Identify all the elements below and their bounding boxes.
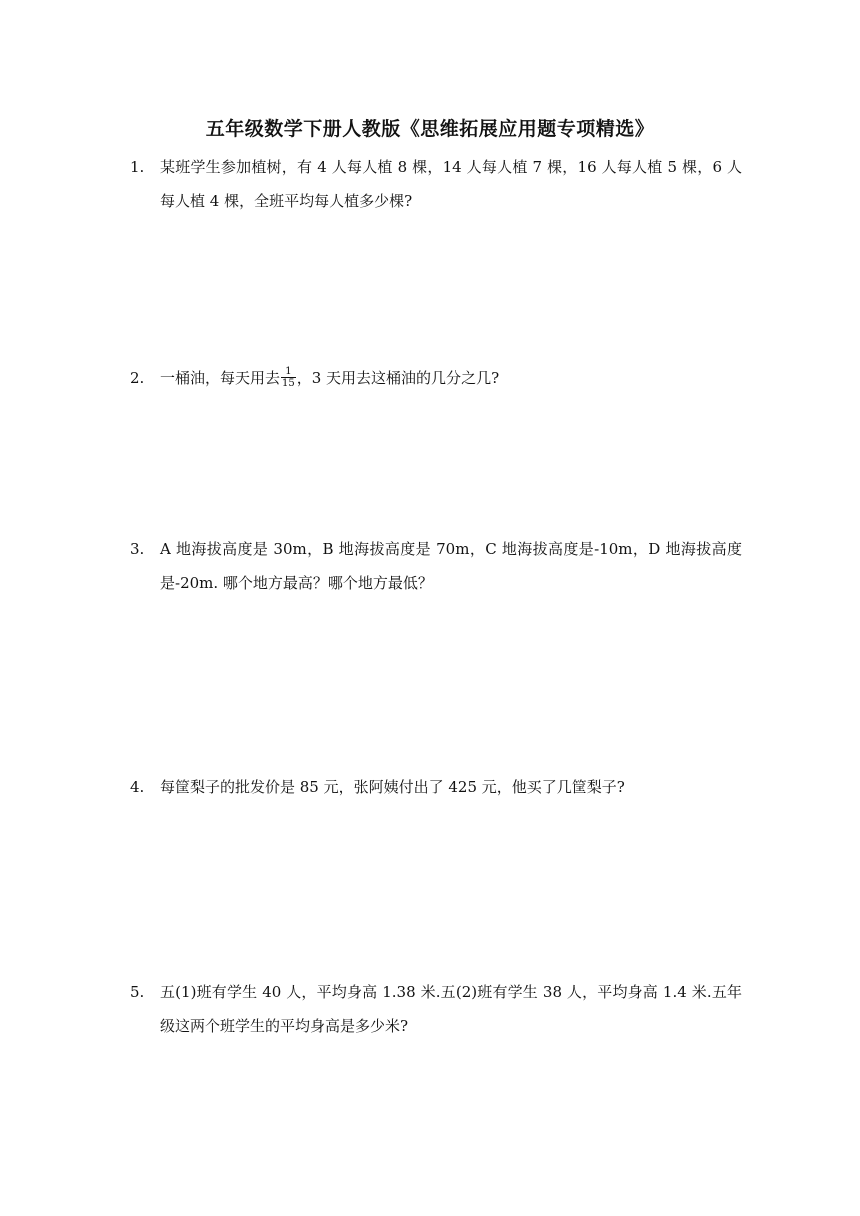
question-3 (130, 532, 742, 600)
question-number: 3. (130, 540, 145, 558)
question-4 (130, 770, 742, 804)
document-title: 五年级数学下册人教版《思维拓展应用题专项精选》 (205, 118, 655, 140)
fraction-one-fifteenth (281, 366, 296, 389)
question-2 (130, 361, 742, 395)
question-text (160, 361, 742, 395)
question-number: 1. (130, 158, 145, 176)
fraction-denominator: 15 (282, 377, 295, 389)
question-number: 2. (130, 369, 145, 387)
question-1 (130, 150, 742, 218)
fraction-numerator: 1 (281, 366, 296, 378)
question-text-after-fraction: ，3 天用去这桶油的几分之几? (296, 369, 500, 387)
question-number: 4. (130, 778, 145, 796)
question-5 (130, 975, 742, 1043)
question-text: 某班学生参加植树，有 4 人每人植 8 棵，14 人每人植 7 棵，16 人每人植 5 棵，6 人每人植 4 棵，全班平均每人植多少棵? (160, 158, 742, 210)
question-text: 每筐梨子的批发价是 85 元，张阿姨付出了 425 元，他买了几筐梨子? (160, 778, 625, 796)
question-number: 5. (130, 983, 145, 1001)
question-text: 五(1)班有学生 40 人，平均身高 1.38 米.五(2)班有学生 38 人，平均身高 1.4 米.五年级这两个班学生的平均身高是多少米? (160, 983, 742, 1035)
question-text: A 地海拔高度是 30m，B 地海拔高度是 70m，C 地海拔高度是-10m，D 地海拔高度是-20m. 哪个地方最高？哪个地方最低？ (160, 540, 742, 592)
question-text-before-fraction: 一桶油，每天用去 (160, 369, 281, 387)
